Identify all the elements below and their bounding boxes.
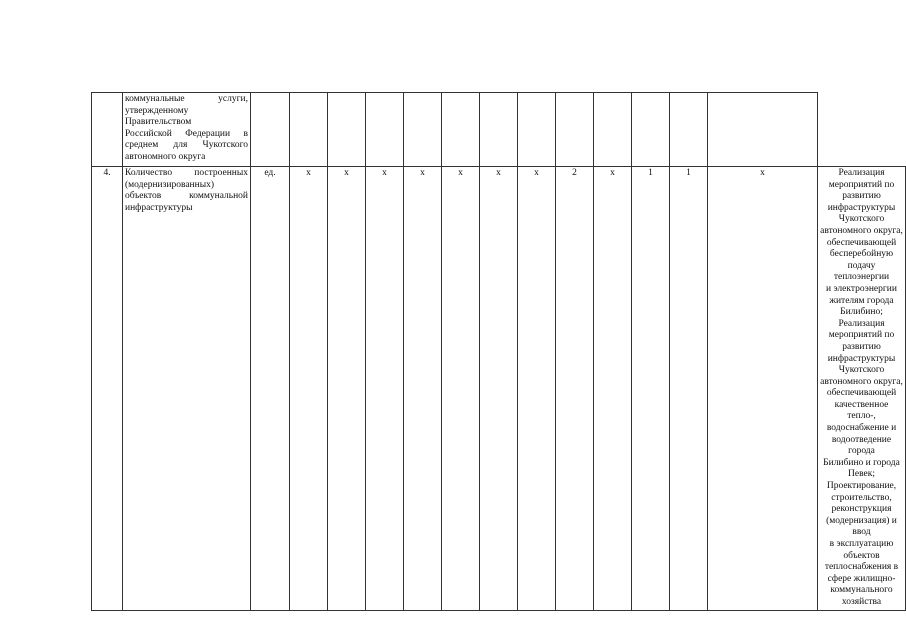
table-row <box>92 167 906 611</box>
name-line: утвержденному <box>125 105 189 116</box>
value-cell <box>442 93 480 167</box>
name-line: Количество построенных <box>125 168 248 178</box>
activity-line: водоснабжение и <box>826 423 897 434</box>
name-line: объектов коммунальной <box>125 191 248 202</box>
activity-line: хозяйства <box>841 596 882 607</box>
activity-line: инфраструктуры <box>827 202 896 213</box>
name-line: автономного округа <box>125 151 206 162</box>
value-cell: x <box>708 167 818 611</box>
activity-line: и электроэнергии <box>826 283 897 294</box>
value-cell <box>404 93 442 167</box>
value-cell: x <box>442 167 480 611</box>
activity-line: сфере жилищно- <box>827 573 896 584</box>
activity-line: обеспечивающей <box>826 388 897 399</box>
activity-line: бесперебойную <box>829 249 894 260</box>
activity-line: мероприятий по <box>828 179 895 190</box>
name-line: Российской Федерации в <box>125 128 248 139</box>
activity-line: подачу теплоэнергии <box>833 260 890 283</box>
activity-cell <box>818 167 906 611</box>
value-cell <box>480 93 518 167</box>
activity-line: строительство, <box>831 492 892 503</box>
activity-line: в эксплуатацию <box>829 539 894 549</box>
row-number-cell: 4. <box>92 167 123 611</box>
activity-line: (модернизация) и ввод <box>826 515 897 538</box>
activity-line: Билибино и города <box>823 457 900 468</box>
activity-line: качественное тепло-, <box>834 399 889 422</box>
row-number-cell <box>92 93 123 167</box>
activity-cell <box>708 93 818 167</box>
value-cell <box>670 93 708 167</box>
value-cell <box>632 93 670 167</box>
value-cell: x <box>480 167 518 611</box>
indicator-name-cell <box>123 93 251 167</box>
activity-line: автономного округа, <box>820 225 903 236</box>
activity-line: Реализация <box>838 318 885 329</box>
value-cell: x <box>594 167 632 611</box>
activity-line: Певек; <box>848 469 875 480</box>
activity-line: Билибино; <box>840 307 883 318</box>
value-cell: x <box>328 167 366 611</box>
table-row <box>92 93 906 167</box>
activity-line: реконструкция <box>831 504 892 515</box>
activity-line: Чукотского <box>838 214 885 225</box>
indicator-name-cell <box>123 167 251 611</box>
activity-line: жителям города <box>829 295 894 306</box>
activity-line: объектов <box>843 550 880 561</box>
name-line: (модернизированных) <box>125 179 214 190</box>
value-cell <box>290 93 328 167</box>
activity-line: Проектирование, <box>826 481 897 492</box>
value-cell: 1 <box>632 167 670 611</box>
value-cell <box>366 93 404 167</box>
value-cell <box>328 93 366 167</box>
activity-line: развитию <box>842 191 881 202</box>
activity-line: развитию <box>842 341 881 352</box>
activity-line: обеспечивающей <box>826 237 897 248</box>
name-line: коммунальные услуги, <box>125 94 248 104</box>
value-cell: x <box>404 167 442 611</box>
value-cell <box>556 93 594 167</box>
value-cell: 1 <box>670 167 708 611</box>
activity-line: инфраструктуры <box>827 353 896 364</box>
activity-line: теплоснабжения в <box>824 562 899 573</box>
activity-line: Реализация <box>838 168 885 178</box>
unit-cell <box>251 93 290 167</box>
unit-cell: ед. <box>251 167 290 611</box>
name-line: инфраструктуры <box>125 202 193 213</box>
activity-line: мероприятий по <box>828 330 895 341</box>
value-cell: x <box>518 167 556 611</box>
activity-line: водоотведение города <box>831 434 892 457</box>
activity-line: автономного округа, <box>820 376 903 387</box>
value-cell: x <box>366 167 404 611</box>
value-cell <box>594 93 632 167</box>
value-cell: x <box>290 167 328 611</box>
activity-line: Чукотского <box>838 365 885 376</box>
value-cell <box>518 93 556 167</box>
indicators-table <box>91 92 906 611</box>
value-cell: 2 <box>556 167 594 611</box>
activity-line: коммунального <box>830 585 893 596</box>
name-line: среднем для Чукотского <box>125 140 248 151</box>
name-line: Правительством <box>125 117 192 128</box>
